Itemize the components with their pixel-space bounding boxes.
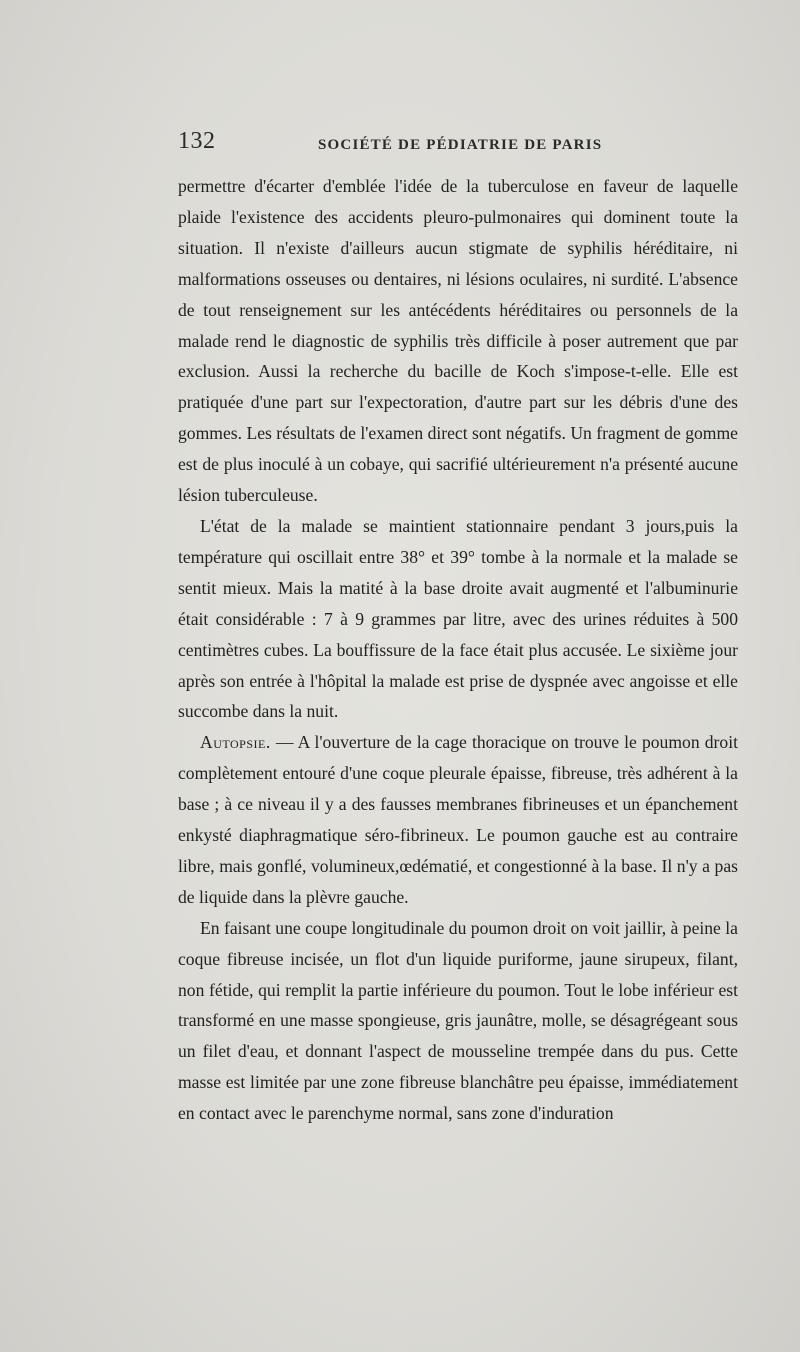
paragraph-lung-section: En faisant une coupe longitudinale du poumon droit on voit jaillir, à peine la coque fibreuse incisée, un flot d'un liquide puriforme, jaune sirupeux, filant, non fétide, qui remplit la partie inférieure du poumon. Tout le lobe inférieur est transformé en une masse spongieuse, gris jaunâtre, molle, se désagrégeant sous un filet d'eau, et donnant l'aspect de mousseline trempée dans du pus. Cette masse est limitée par une zone fibreuse blanchâtre peu épaisse, immédiatement en contact avec le parenchyme normal, sans zone d'induration xyxy=(178,917,738,1124)
paragraph-autopsy xyxy=(178,727,738,912)
autopsy-heading: Autopsie. xyxy=(200,732,271,753)
page-number: 132 xyxy=(178,128,216,154)
running-title: SOCIÉTÉ DE PÉDIATRIE DE PARIS xyxy=(318,137,603,153)
paragraph-clinical-course: L'état de la malade se maintient stationnaire pendant 3 jours,puis la température qui oscillait entre 38° et 39° tombe à la normale et la malade se sentit mieux. Mais la matité à la base droite avait augmenté et l'albuminurie était considérable : 7 à 9 grammes par litre, avec des urines réduites à 500 centimètres cubes. La bouffissure de la face était plus accusée. Le sixième jour après son entrée à l'hôpital la malade est prise de dyspnée avec angoisse et elle succombe dans la nuit. xyxy=(178,515,738,722)
page-header xyxy=(178,128,738,162)
paragraph-continuation: permettre d'écarter d'emblée l'idée de la tuberculose en faveur de laquelle plaide l'existence des accidents pleuro-pulmonaires qui dominent toute la situation. Il n'existe d'ailleurs aucun stigmate de syphilis héréditaire, ni malformations osseuses ou dentaires, ni lésions oculaires, ni surdité. L'absence de tout renseignement sur les antécédents héréditaires ou personnels de la malade rend le diagnostic de syphilis très difficile à poser autrement que par exclusion. Aussi la recherche du bacille de Koch s'impose-t-elle. Elle est pratiquée d'une part sur l'expectoration, d'autre part sur les débris d'une des gommes. Les résultats de l'examen direct sont négatifs. Un fragment de gomme est de plus inoculé à un cobaye, qui sacrifié ultérieurement n'a présenté aucune lésion tuberculeuse. xyxy=(178,176,738,506)
body-text xyxy=(178,171,738,1129)
autopsy-text: — A l'ouverture de la cage thoracique on trouve le poumon droit complètement entouré d'une coque pleurale épaisse, fibreuse, très adhérent à la base ; à ce niveau il y a des fausses membranes fibrineuses et un épanchement enkysté diaphragmatique séro-fibrineux. Le poumon gauche est au contraire libre, mais gonflé, volumineux,œdématié, et congestionné à la base. Il n'y a pas de liquide dans la plèvre gauche. xyxy=(178,732,738,907)
